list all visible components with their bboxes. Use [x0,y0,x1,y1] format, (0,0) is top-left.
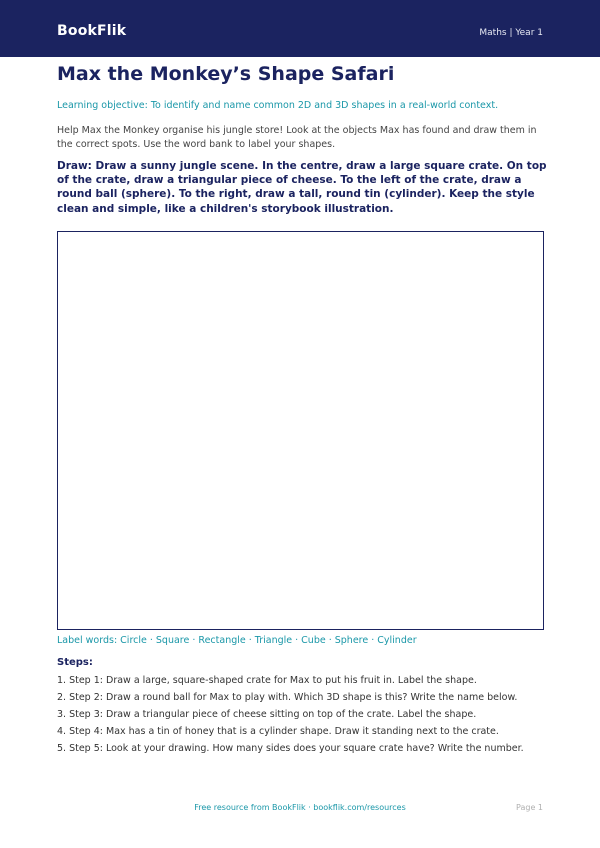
page-title: Max the Monkey’s Shape Safari [57,63,395,85]
brand-logo[interactable]: BookFlik [57,23,127,39]
step-item: 2. Step 2: Draw a round ball for Max to play with. Which 3D shape is this? Write the name below. [57,692,518,703]
step-item: 1. Step 1: Draw a large, square-shaped crate for Max to put his fruit in. Label the shape. [57,675,477,686]
learning-objective: Learning objective: To identify and name common 2D and 3D shapes in a real-world context. [57,100,499,111]
draw-prompt: Draw: Draw a sunny jungle scene. In the centre, draw a large square crate. On top of the crate, draw a triangular piece of cheese. To the left of the crate, draw a round ball (sphere). To the right, draw a tall, round tin (cylinder). Keep the style clean and simple, like a children's storybook illustration. [57,160,547,215]
subject-year-label: Maths | Year 1 [479,28,543,38]
intro-text: Help Max the Monkey organise his jungle store! Look at the objects Max has found and draw them in the correct spots. Use the word bank to label your shapes. [57,125,537,150]
step-item: 3. Step 3: Draw a triangular piece of cheese sitting on top of the crate. Label the shape. [57,709,477,720]
label-word-bank: Label words: Circle · Square · Rectangle · Triangle · Cube · Sphere · Cylinder [57,635,417,646]
drawing-area[interactable] [57,231,544,630]
step-item: 5. Step 5: Look at your drawing. How many sides does your square crate have? Write the number. [57,743,524,754]
step-item: 4. Step 4: Max has a tin of honey that is a cylinder shape. Draw it standing next to the crate. [57,726,499,737]
page-header [0,0,600,57]
steps-list [57,676,524,761]
steps-heading: Steps: [57,657,93,668]
footer-resource-link[interactable]: Free resource from BookFlik · bookflik.com/resources [194,803,406,812]
page-number: Page 1 [516,803,543,812]
